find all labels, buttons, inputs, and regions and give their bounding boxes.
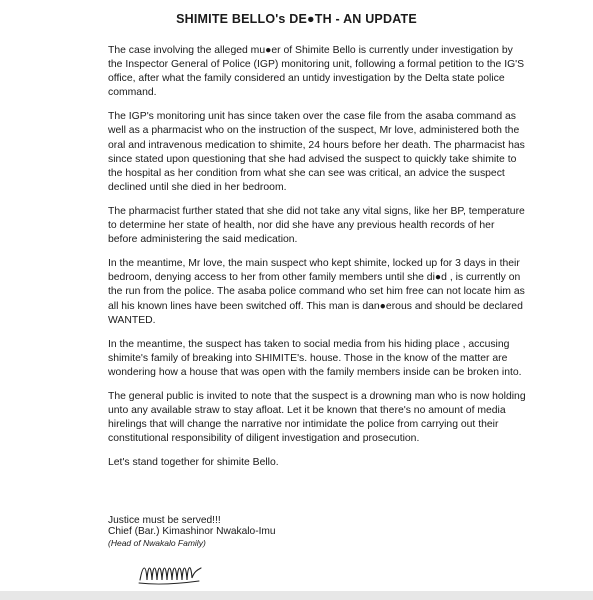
document-title: SHIMITE BELLO's DE●TH - AN UPDATE xyxy=(176,12,417,26)
paragraph: Let's stand together for shimite Bello. xyxy=(108,457,279,469)
signatory-role: (Head of Nwakalo Family) xyxy=(108,538,206,548)
paragraph: The IGP's monitoring unit has since taken over the case file from the asaba command as well as a pharmacist who on the instruction of the suspect, Mr love, administered both the oral and intravenous medication to shimite, 24 hours before her death. The pharmacist has since stated upon questioning that she had advised the suspect to quickly take shimite to the hospital as her condition from what she can see was critical, an advice the suspect declined until she died in her bedroom. xyxy=(108,111,525,193)
paragraph: The general public is invited to note that the suspect is a drowning man who is now holding unto any available straw to stay afloat. Let it be known that there's no amount of media hirelings that will change the narrative nor intimidate the police from carrying out their constitutional responsibility of diligent investigation and prosecution. xyxy=(108,390,526,445)
document-body xyxy=(108,44,526,480)
bottom-band xyxy=(0,591,593,600)
paragraph: The case involving the alleged mu●er of Shimite Bello is currently under investigation by the Inspector General of Police (IGP) monitoring unit, following a formal petition to the IG'S office, after what the family considered an untidy investigation by the Delta state police command. xyxy=(108,45,525,99)
signature-block xyxy=(108,515,276,549)
paragraph: In the meantime, the suspect has taken to social media from his hiding place , accusing shimite's family of breaking into SHIMITE's. house. Those in the know of the matter are wondering how a house that was open with the family members inside can be broken into. xyxy=(108,338,522,378)
paragraph: The pharmacist further stated that she did not take any vital signs, like her BP, temperature to determine her state of health, nor did she have any previous health records of her before administering the said medication. xyxy=(108,205,525,246)
paragraph: In the meantime, Mr love, the main suspect who kept shimite, locked up for 3 days in their bedroom, denying access to her from other family members until she di●d , is currently on the run from the police. The asaba police command who set him free can not locate him as all his known lines have been switched off. This man is dan●erous and should be declared WANTED. xyxy=(108,258,525,326)
signatory-name: Chief (Bar.) Kimashinor Nwakalo-Imu xyxy=(108,526,276,537)
handwritten-signature xyxy=(137,558,207,588)
closing-line: Justice must be served!!! xyxy=(108,515,221,526)
